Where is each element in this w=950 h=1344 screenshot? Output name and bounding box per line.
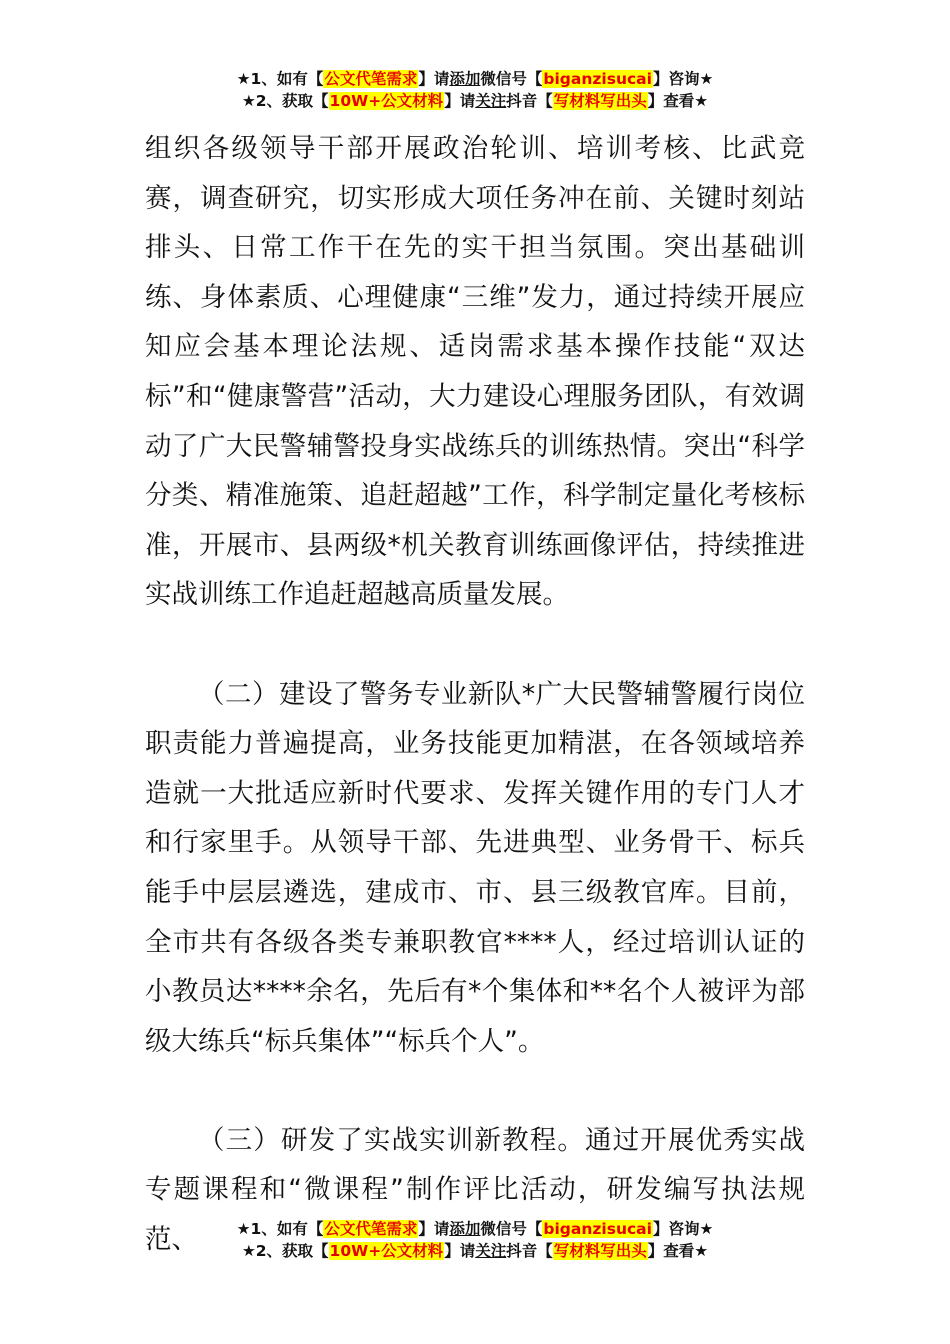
banner-text: 】请 <box>418 70 450 88</box>
banner-highlight: biganzisucai <box>543 70 652 88</box>
paragraph-section-2: （二）建设了警务专业新队*广大民警辅警履行岗位职责能力普遍提高，业务技能更加精湛，在各领域培养造就一大批适应新时代要求、发挥关键作用的专门人才和行家里手。从领导干部、先进典型、业务骨干、标兵能手中层层遴选，建成市、市、县三级教官库。目前，全市共有各级各类专兼职教官****人，经过培训认证的小教员达****余名，先后有*个集体和**名个人被评为部级大练兵“标兵集体”“标兵个人”。 <box>145 678 805 1057</box>
banner-highlight: 10W+公文材料 <box>329 1242 444 1260</box>
banner-text: 微信号【 <box>480 70 543 88</box>
banner-emphasis: 添加 <box>449 1220 481 1238</box>
banner-highlight: 10W+公文材料 <box>329 92 444 110</box>
banner-text: ★1、如有【 <box>236 70 324 88</box>
banner-emphasis: 关注 <box>475 1242 507 1260</box>
banner-text: 】咨询★ <box>652 1220 714 1238</box>
banner-emphasis: 关注 <box>475 92 507 110</box>
header-banner-line-2 <box>0 90 950 112</box>
banner-text: 】请 <box>418 1220 450 1238</box>
banner-text: 】请 <box>444 92 476 110</box>
footer-banner-line-1 <box>0 1218 950 1240</box>
paragraph-section-3: （三）研发了实战实训新教程。通过开展优秀实战专题课程和“微课程”制作评比活动，研发编写执法规范、 <box>145 1124 805 1256</box>
document-body <box>145 124 805 1265</box>
banner-highlight: 公文代笔需求 <box>324 70 418 88</box>
footer-banner-line-2 <box>0 1240 950 1262</box>
banner-highlight: 写材料写出头 <box>553 1242 647 1260</box>
banner-text: 】查看★ <box>647 1242 709 1260</box>
banner-text: ★2、获取【 <box>241 92 329 110</box>
header-banner-line-1 <box>0 68 950 90</box>
banner-text: ★1、如有【 <box>236 1220 324 1238</box>
banner-text: 】咨询★ <box>652 70 714 88</box>
header-banner <box>0 68 950 112</box>
banner-text: 微信号【 <box>480 1220 543 1238</box>
banner-highlight: 写材料写出头 <box>553 92 647 110</box>
banner-text: ★2、获取【 <box>241 1242 329 1260</box>
banner-text: 】查看★ <box>647 92 709 110</box>
banner-text: 抖音【 <box>506 1242 553 1260</box>
footer-banner <box>0 1218 950 1262</box>
banner-highlight: 公文代笔需求 <box>324 1220 418 1238</box>
banner-emphasis: 添加 <box>449 70 481 88</box>
banner-highlight: biganzisucai <box>543 1220 652 1238</box>
paragraph-continued: 组织各级领导干部开展政治轮训、培训考核、比武竞赛，调查研究，切实形成大项任务冲在前、关键时刻站排头、日常工作干在先的实干担当氛围。突出基础训练、身体素质、心理健康“三维”发力，通过持续开展应知应会基本理论法规、适岗需求基本操作技能“双达标”和“健康警营”活动，大力建设心理服务团队，有效调动了广大民警辅警投身实战练兵的训练热情。突出“科学分类、精准施策、追赶超越”工作，科学制定量化考核标准，开展市、县两级*机关教育训练画像评估，持续推进实战训练工作追赶超越高质量发展。 <box>145 133 805 611</box>
banner-text: 抖音【 <box>506 92 553 110</box>
banner-text: 】请 <box>444 1242 476 1260</box>
